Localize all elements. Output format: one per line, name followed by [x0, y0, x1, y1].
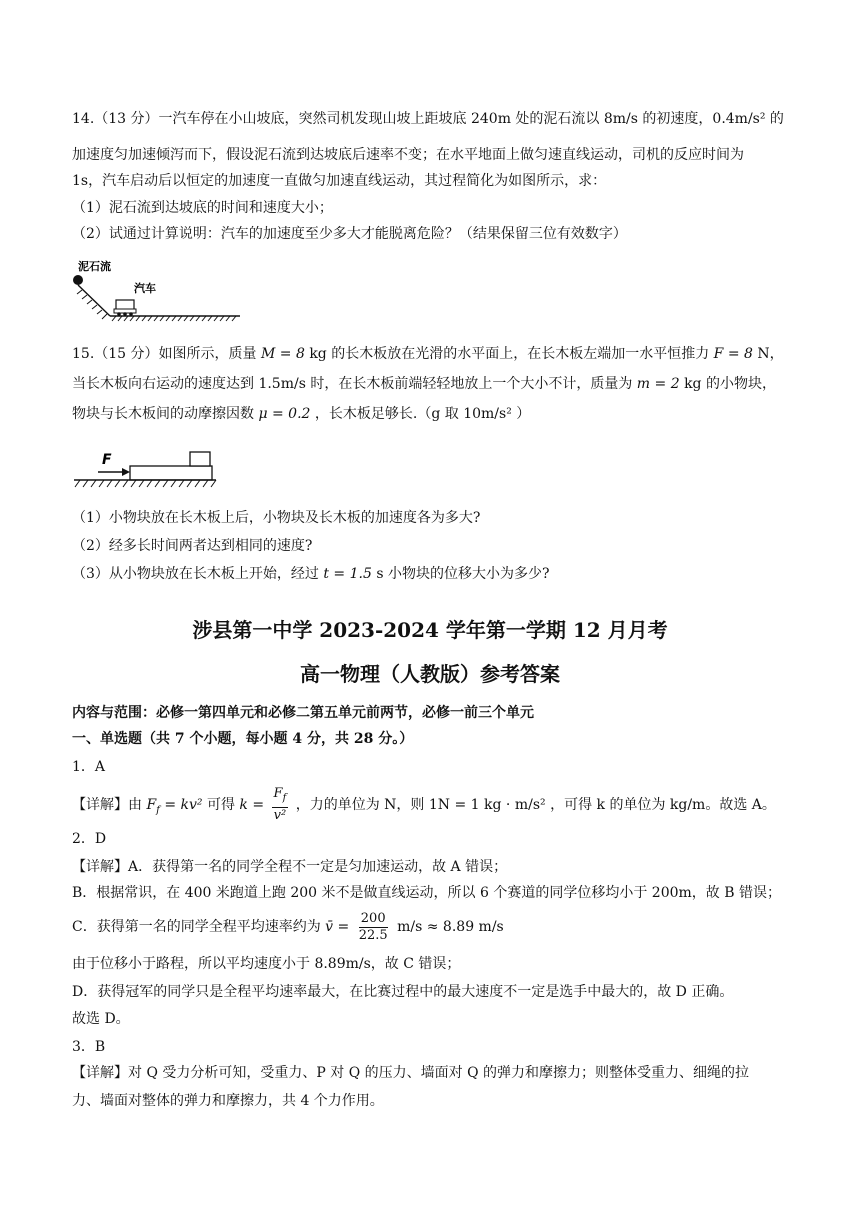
answer-3-line-1: 【详解】对 Q 受力分析可知，受重力、P 对 Q 的压力、墙面对 Q 的弹力和摩擦力；则整体受重力、细绳的拉: [72, 1065, 750, 1081]
q14-fig-label-car: 汽车: [134, 282, 156, 295]
answer-2-fraction: $\frac{200}{22.5}$: [358, 910, 388, 943]
answer-3-number: 3．B: [72, 1039, 106, 1055]
force-arrow-head: [122, 468, 130, 476]
q15-M-equation: M = 8: [260, 346, 305, 362]
answer-2-line-2: B．根据常识，在 400 米跑道上跑 200 米不是做直线运动，所以 6 个赛道的同学位移均小于 200m，故 B 错误；: [72, 885, 781, 901]
q14-line-2: 加速度匀加速倾泻而下，假设泥石流到达坡底后速率不变；在水平地面上做匀速直线运动，司机的反应时间为: [72, 147, 744, 163]
q14-fig-label-mud: 泥石流: [78, 260, 111, 273]
q14-sub-1: （1）泥石流到达坡底的时间和速度大小；: [72, 200, 333, 216]
q14-line-1: 14.（13 分）一汽车停在小山坡底，突然司机发现山坡上距坡底 240m 处的泥石流以 8m/s 的初速度，0.4m/s² 的: [72, 111, 784, 127]
q15-sub-1: （1）小物块放在长木板上后，小物块及长木板的加速度各为多大?: [72, 510, 481, 526]
scope-line: 内容与范围：必修一第四单元和必修二第五单元前两节，必修一前三个单元: [72, 705, 534, 721]
floor-hatch: [75, 480, 216, 487]
q15-m-equation: m = 2: [636, 376, 680, 392]
answer-2-line-1: 【详解】A．获得第一名的同学全程不一定是匀加速运动，故 A 错误；: [72, 859, 508, 875]
section-heading-1: 一、单选题（共 7 个小题，每小题 4 分，共 28 分。）: [72, 731, 414, 747]
mudflow-ball: [73, 275, 83, 285]
q15-mu-equation: μ = 0.2: [258, 406, 311, 422]
long-board: [130, 466, 212, 480]
q15-fig-label-F: F: [102, 452, 112, 468]
answer-3-line-2: 力、墙面对整体的弹力和摩擦力，共 4 个力作用。: [72, 1093, 384, 1109]
q15-sub-3: （3）从小物块放在长木板上开始，经过 t = 1.5 s 小物块的位移大小为多少?: [72, 566, 550, 582]
answer-1-number: 1．A: [72, 759, 106, 775]
answer-subtitle: 高一物理（人教版）参考答案: [300, 662, 560, 686]
q15-t-equation: t = 1.5: [323, 566, 372, 582]
slope-line: [78, 285, 110, 316]
q15-figure-board: [72, 446, 222, 496]
q15-line-1: 15.（15 分）如图所示，质量 M = 8 kg 的长木板放在光滑的水平面上，在长木板左端加一水平恒推力 F = 8 N，: [72, 346, 784, 362]
answer-1-fraction: $\frac{F_f}{\text{v²}}$: [273, 786, 287, 823]
car-icon: [114, 300, 136, 316]
q14-figure-slope: [72, 256, 242, 326]
q15-sub-2: （2）经多长时间两者达到相同的速度?: [72, 538, 313, 554]
q15-line-3: 物块与长木板间的动摩擦因数 μ = 0.2 ，长木板足够长.（g 取 10m/s² ）: [72, 406, 531, 422]
q14-line-3: 1s，汽车启动后以恒定的加速度一直做匀加速直线运动，其过程简化为如图所示，求：: [72, 173, 607, 189]
answer-2-line-3: C．获得第一名的同学全程平均速率约为 v̄ = $\frac{200}{22.5}$ m/s ≈ 8.89 m/s: [72, 910, 504, 943]
answer-2-line-6: 故选 D。: [72, 1011, 130, 1027]
small-block: [190, 452, 210, 466]
answer-2-number: 2．D: [72, 831, 107, 847]
answer-title: 涉县第一中学 2023-2024 学年第一学期 12 月月考: [192, 618, 668, 642]
answer-2-line-4: 由于位移小于路程，所以平均速度小于 8.89m/s，故 C 错误；: [72, 956, 461, 972]
q14-sub-2: （2）试通过计算说明：汽车的加速度至少多大才能脱离危险？（结果保留三位有效数字）: [72, 226, 627, 242]
answer-2-line-5: D．获得冠军的同学只是全程平均速率最大，在比赛过程中的最大速度不一定是选手中最大的，故 D 正确。: [72, 984, 734, 1000]
answer-1-detail: 【详解】由 $F_f = kv^2$ 可得 k = $\frac{F_f}{\text{v²}}$ ，力的单位为 N，则 1N = 1 kg · m/s² ，可得 k 的单位为 kg/m。故选 A。: [72, 786, 776, 823]
q15-F-equation: F = 8: [713, 346, 753, 362]
q15-line-2: 当长木板向右运动的速度达到 1.5m/s 时，在长木板前端轻轻地放上一个大小不计，质量为 m = 2 kg 的小物块，: [72, 376, 776, 392]
